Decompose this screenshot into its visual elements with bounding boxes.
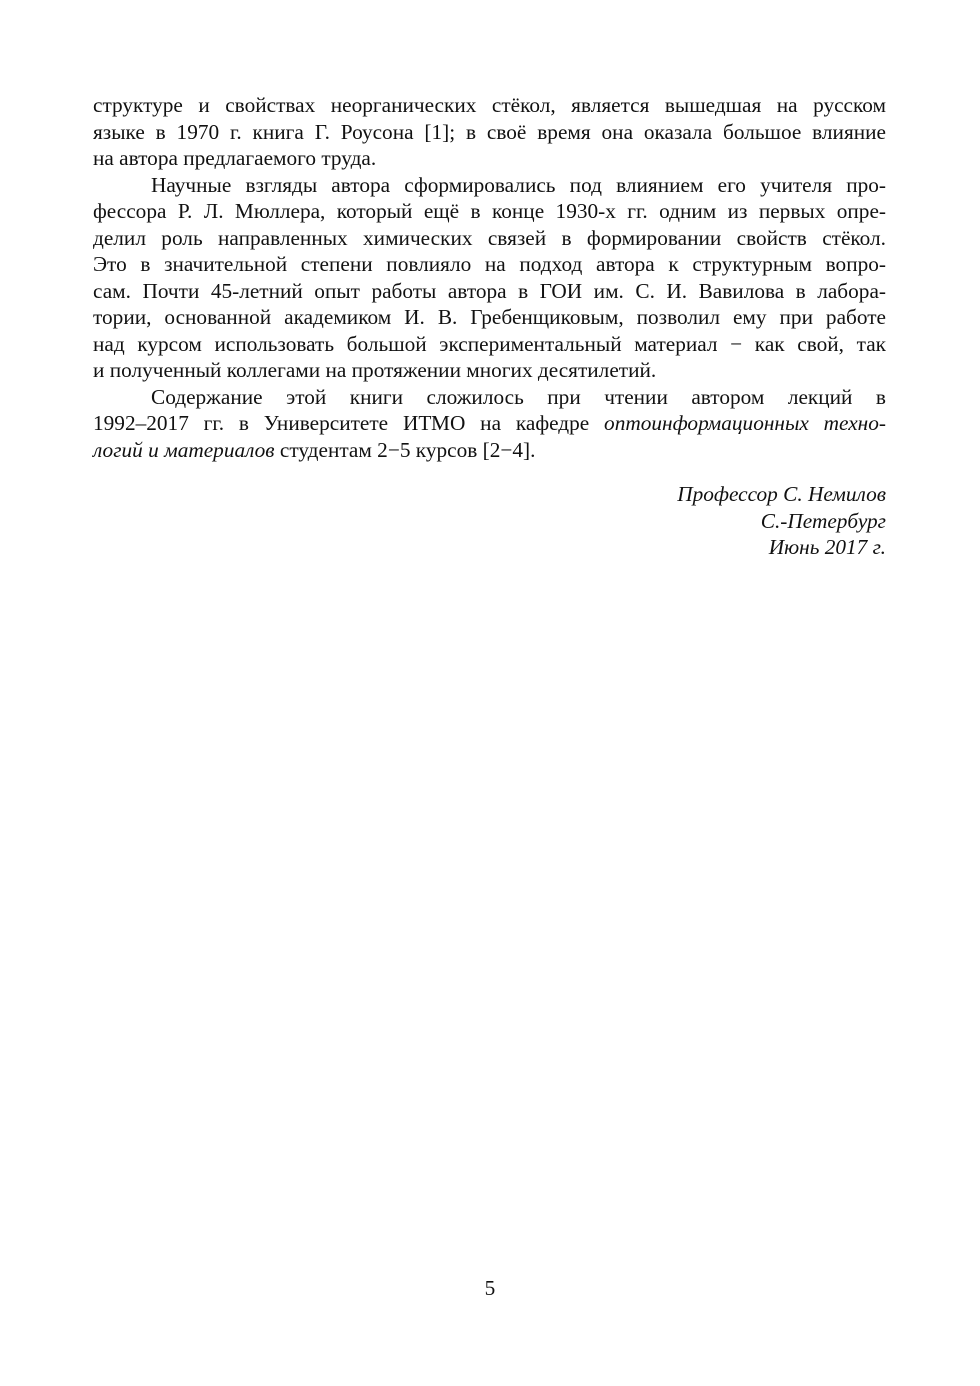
text-line [93,410,886,437]
text-line: структуре и свойствах неорганических стёкол, является вышедшая на русском [93,93,886,117]
text-line: тории, основанной академиком И. В. Гребенщиковым, позволил ему при работе [93,305,886,329]
text-line: языке в 1970 г. книга Г. Роусона [1]; в своё время она оказала большое влияние [93,119,886,144]
paragraph-2 [93,172,886,384]
paragraph-1 [93,92,886,172]
text-line: Содержание этой книги сложилось при чтении автором лекций в [151,384,886,409]
text-run: 1992–2017 гг. в Университете ИТМО на кафедре [93,411,605,435]
page-number: 5 [484,1276,496,1300]
text-line [93,437,886,464]
text-line: сам. Почти 45-летний опыт работы автора в ГОИ им. С. И. Вавилова в лабора- [93,278,886,303]
text-line: Это в значительной степени повлияло на подход автора к структурным вопро- [93,252,886,276]
signature-author: Профессор С. Немилов [677,482,886,506]
paragraph-3 [93,384,886,464]
department-name-part-1: оптоинформационных техно- [604,411,886,435]
signature-city: С.-Петербург [760,508,886,533]
text-line: делил роль направленных химических связей в формировании свойств стёкол. [93,225,886,250]
text-line: над курсом использовать большой экспериментальный материал − как свой, так [93,331,886,356]
document-page [93,92,886,561]
text-run: студентам 2−5 курсов [2−4]. [274,437,536,462]
text-line: на автора предлагаемого труда. [93,146,377,170]
signature-block [93,481,886,561]
text-line: фессора Р. Л. Мюллера, который ещё в конце 1930-х гг. одним из первых опре- [93,199,886,223]
signature-date: Июнь 2017 г. [768,535,886,559]
text-line: Научные взгляды автора сформировались под влиянием его учителя про- [151,172,886,197]
department-name-part-2: логий и материалов [93,437,275,462]
text-line: и полученный коллегами на протяжении многих десятилетий. [93,358,657,382]
